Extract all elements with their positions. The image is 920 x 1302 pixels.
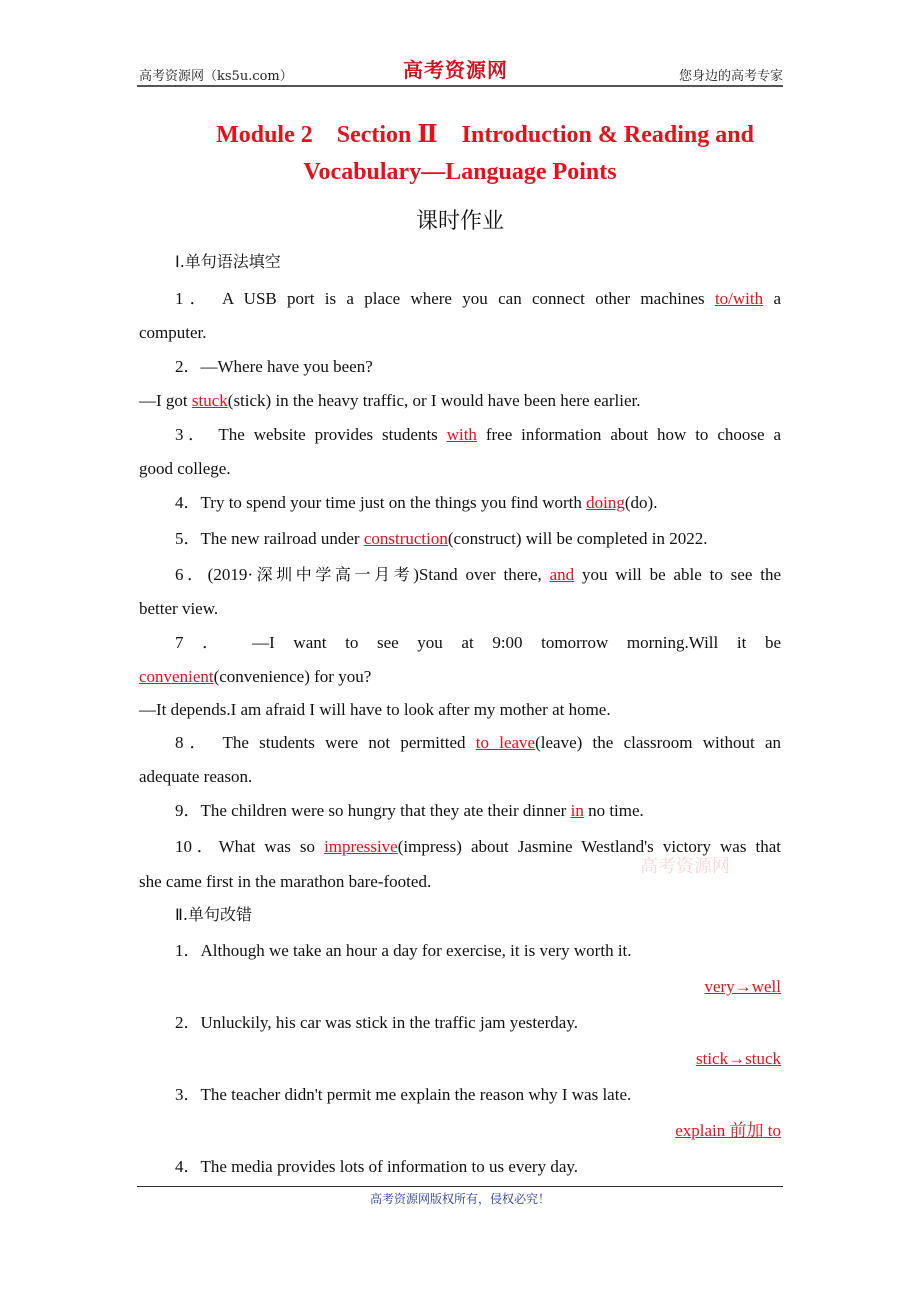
text-line [175,251,781,273]
text-line [175,424,781,446]
text-segment: 10．What was so [175,837,325,856]
text-segment: good college. [139,459,231,478]
answer-text: to leave [475,733,536,752]
text-line [139,699,781,721]
text-segment: free information about how to choose a [476,425,781,444]
text-line [139,766,781,788]
chinese-text: Ⅱ.单句改错 [175,905,252,924]
text-segment: (impress) about Jasmine Westland's victory was that [397,837,781,856]
text-line [139,666,781,688]
text-segment: she came first in the marathon bare-footed. [139,872,432,891]
header-slogan: 您身边的高考专家 [678,69,783,84]
text-line [139,1120,781,1142]
footer-copyright: 高考资源网版权所有，侵权必究！ [369,1192,550,1206]
answer-text: stuck [191,391,228,410]
text-segment: better view. [139,599,219,618]
text-line [175,732,781,754]
answer-text: with [446,425,477,444]
text-line [175,288,781,310]
text-segment: (construct) will be completed in 2022. [447,529,708,548]
text-segment: a [763,289,781,308]
text-line [139,322,781,344]
text-segment: —It depends.I am afraid I will have to look after my mother at home. [139,700,611,719]
text-line [175,528,781,550]
answer-text: stick→stuck [696,1049,781,1068]
text-segment: 1．Although we take an hour a day for exercise, it is very worth it. [175,941,632,960]
text-line [175,356,781,378]
chinese-text: 深圳中学高一月考 [253,565,414,584]
text-segment: (do). [624,493,658,512]
text-segment: 7 ． —I want to see you at 9:00 tomorrow morning.Will it be [175,633,781,652]
text-line [139,976,781,998]
text-line [139,598,781,620]
text-segment: 1． A USB port is a place where you can connect other machines [175,289,715,308]
answer-text: in [570,801,584,820]
text-line [175,1156,781,1178]
text-segment: 9．The children were so hungry that they ate their dinner [175,801,571,820]
text-segment: 2．—Where have you been? [175,357,373,376]
text-segment: (stick) in the heavy traffic, or I would have been here earlier. [227,391,641,410]
text-segment: computer. [139,323,207,342]
text-segment: 8． The students were not permitted [175,733,476,752]
answer-text: doing [586,493,625,512]
answer-text: explain 前加 to [675,1121,781,1140]
text-segment: you will be able to see the [574,565,781,584]
text-segment: 3． The website provides students [175,425,447,444]
text-segment: no time. [583,801,644,820]
text-segment: —I got [139,391,192,410]
footer-rule [137,1186,783,1187]
answer-text: very→well [704,977,781,996]
header-logo: 高考资源网 [403,58,508,82]
watermark: 高考资源网 [640,856,730,877]
text-line [175,1084,781,1106]
text-line [175,564,781,586]
text-segment: (leave) the classroom without an [535,733,781,752]
text-line [175,492,781,514]
text-segment: 2．Unluckily, his car was stick in the traffic jam yesterday. [175,1013,579,1032]
answer-text: and [549,565,575,584]
header-rule [137,85,783,87]
text-line [175,800,781,822]
text-segment: adequate reason. [139,767,253,786]
text-line [175,904,781,926]
answer-text: impressive [324,837,398,856]
text-line [139,458,781,480]
title-line-1: Module 2 Section Ⅱ Introduction & Reading and [216,122,754,148]
text-segment: 5．The new railroad under [175,529,364,548]
answer-text: to/with [714,289,764,308]
text-segment: )Stand over there, [413,565,550,584]
text-segment: 6．(2019· [175,565,253,584]
text-line [175,940,781,962]
subtitle: 课时作业 [415,209,504,234]
text-line [139,390,781,412]
text-segment: 4．Try to spend your time just on the things you find worth [175,493,587,512]
text-segment: 3．The teacher didn't permit me explain the reason why I was late. [175,1085,632,1104]
chinese-text: Ⅰ.单句语法填空 [175,252,281,271]
title-line-2: Vocabulary—Language Points [303,159,617,185]
text-line [175,1012,781,1034]
header-site-name: 高考资源网（ks5u.com） [139,69,293,84]
answer-text: convenient [139,667,214,686]
text-line [139,1048,781,1070]
answer-text: construction [363,529,448,548]
text-segment: 4．The media provides lots of information to us every day. [175,1157,579,1176]
text-segment: (convenience) for you? [213,667,372,686]
text-line [175,632,781,654]
